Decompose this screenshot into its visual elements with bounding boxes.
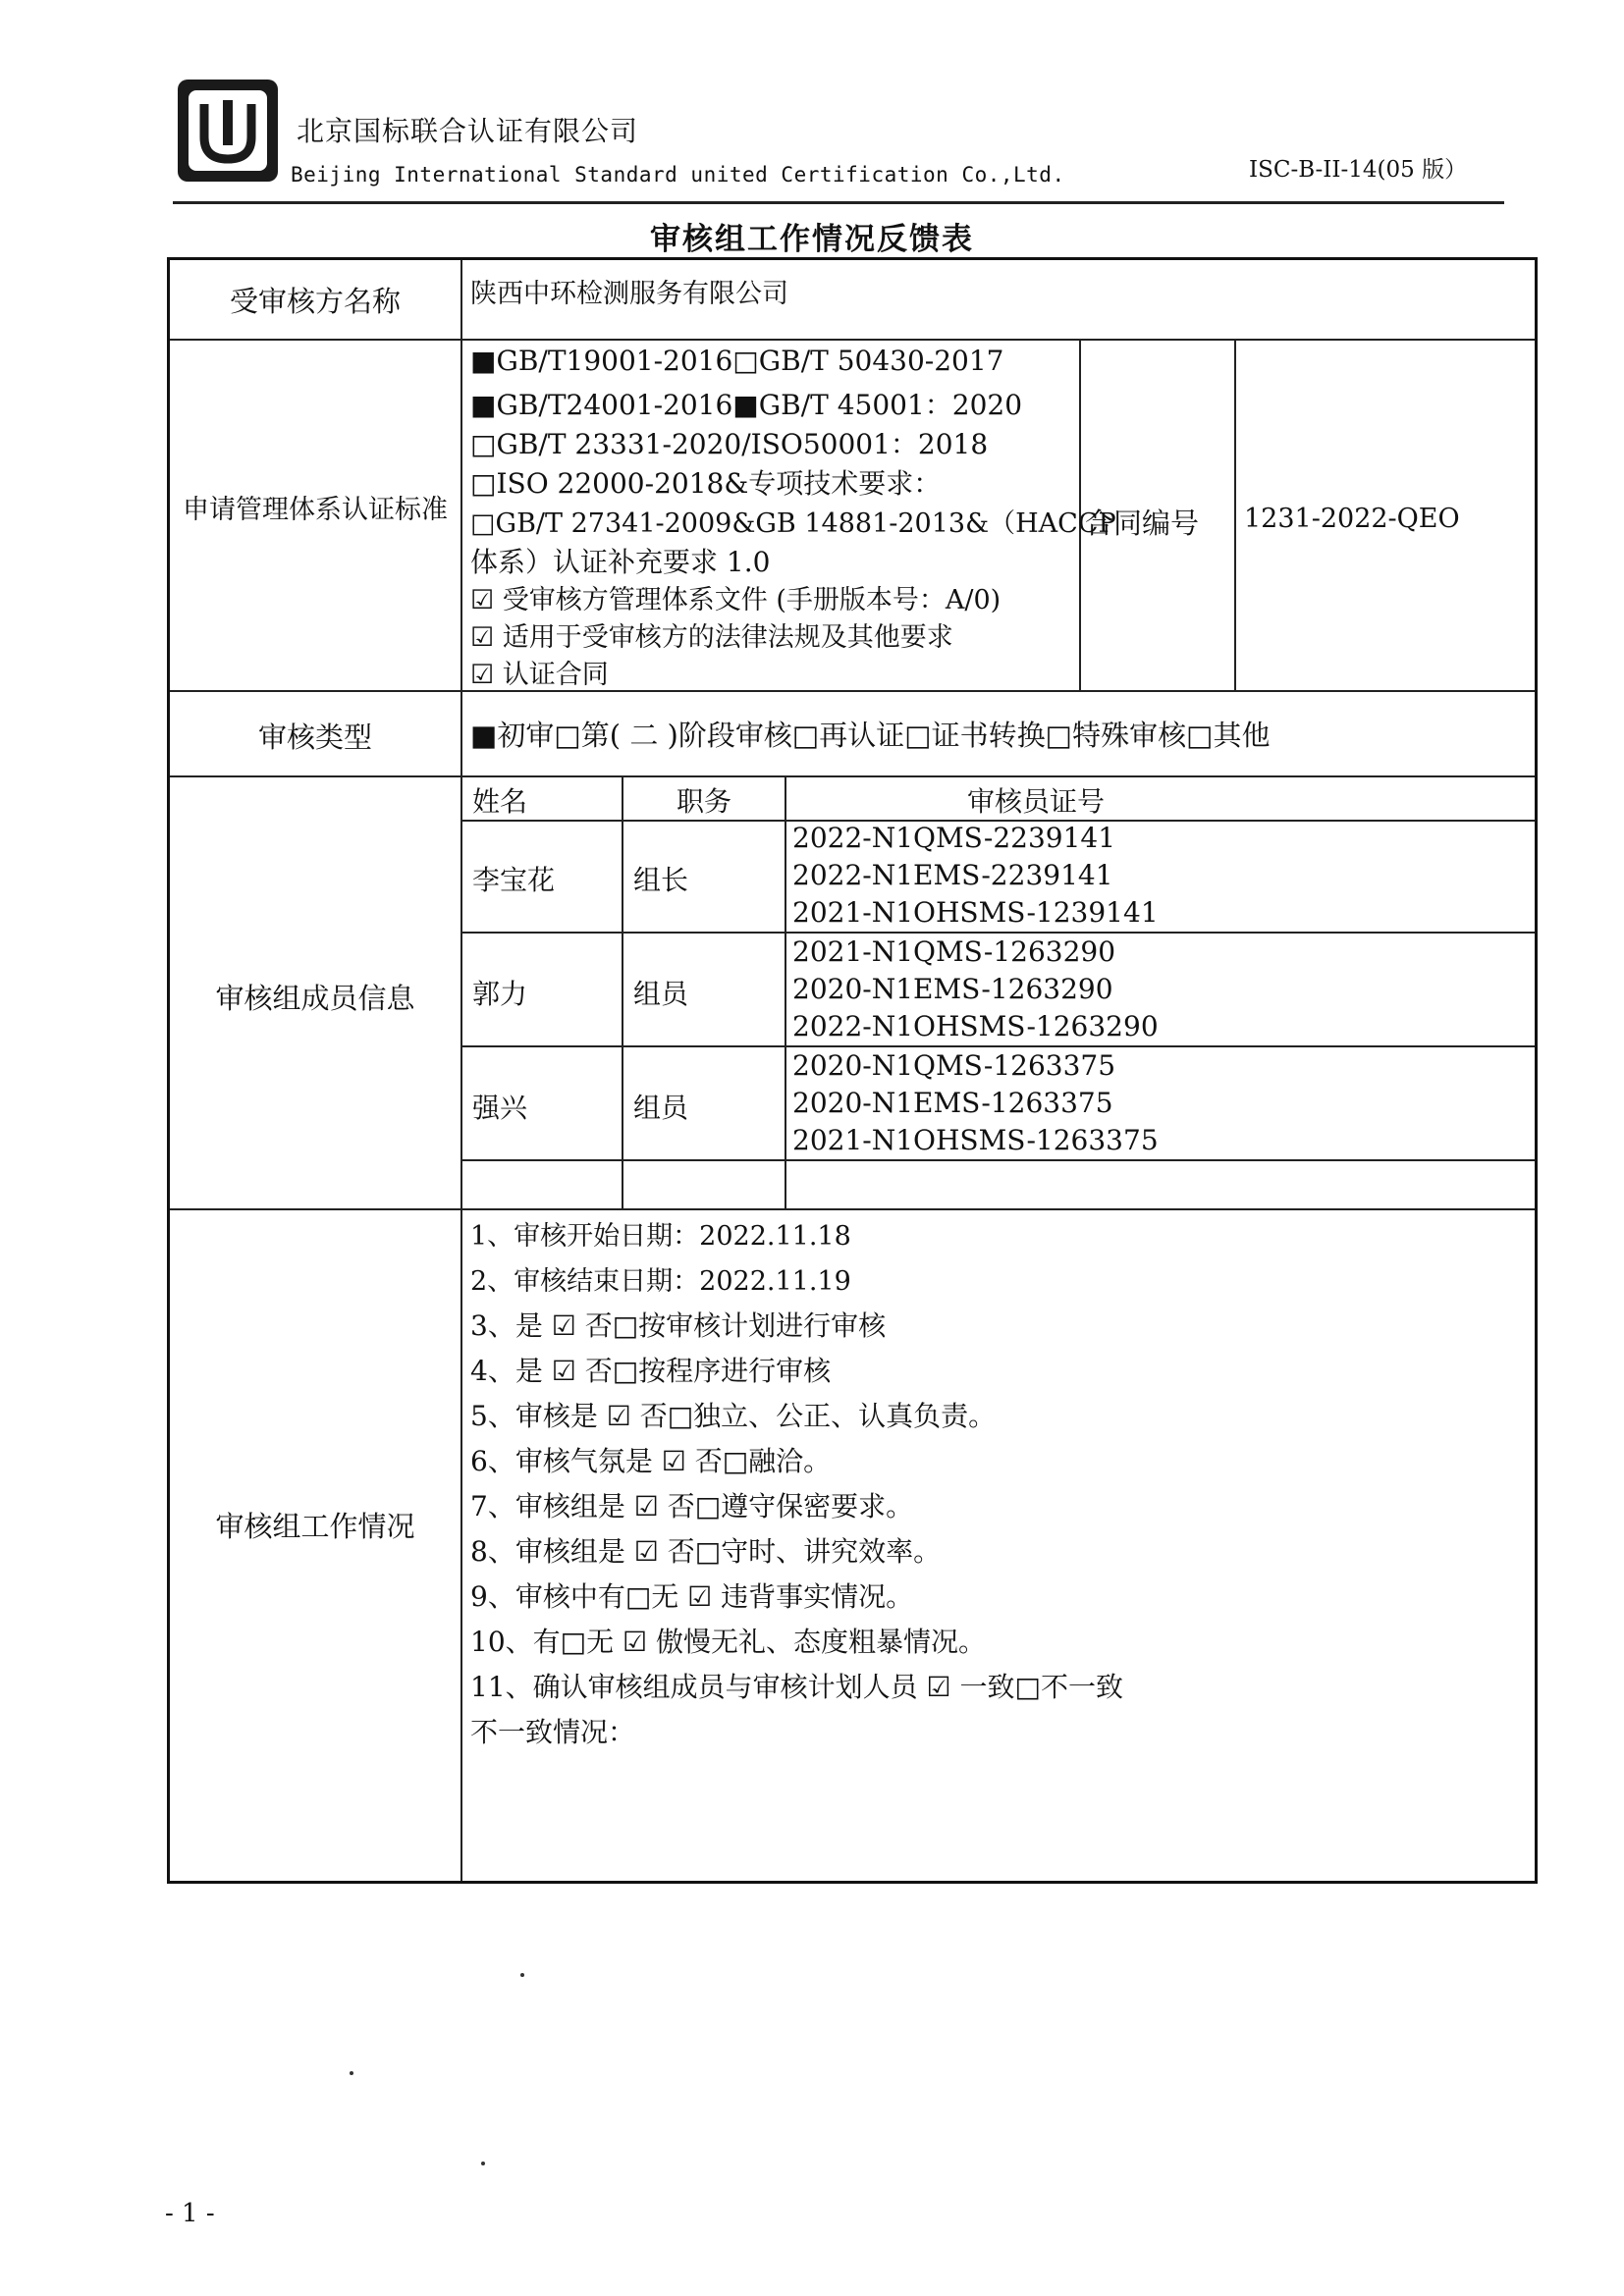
members-col-divider xyxy=(622,775,623,1208)
member-cert: 2020-N1QMS-1263375 xyxy=(792,1049,1116,1082)
work-item: 5、审核是 ☑ 否□独立、公正、认真负责。 xyxy=(470,1400,997,1432)
col-header-name: 姓名 xyxy=(472,785,528,818)
member-cert: 2022-N1QMS-2239141 xyxy=(792,822,1116,854)
work-item: 6、审核气氛是 ☑ 否□融洽。 xyxy=(470,1445,832,1477)
member-cert: 2020-N1EMS-1263375 xyxy=(792,1087,1113,1119)
standard-line: ■GB/T24001-2016■GB/T 45001：2020 xyxy=(470,389,1023,421)
row-divider xyxy=(170,690,1535,692)
form-title: 审核组工作情况反馈表 xyxy=(650,222,974,257)
org-name-en: Beijing International Standard united Certification Co.,Ltd. xyxy=(291,163,1065,187)
standard-line: ☑ 认证合同 xyxy=(470,660,609,690)
org-name-cn: 北京国标联合认证有限公司 xyxy=(297,115,639,147)
scan-speck xyxy=(481,2162,485,2165)
contract-label: 合同编号 xyxy=(1085,507,1200,540)
member-cert: 2021-N1QMS-1263290 xyxy=(792,935,1116,968)
col-header-cert: 审核员证号 xyxy=(967,785,1106,818)
member-role: 组员 xyxy=(633,978,689,1010)
standard-line: ☑ 适用于受审核方的法律法规及其他要求 xyxy=(470,622,953,653)
member-role: 组员 xyxy=(633,1092,689,1124)
row-divider xyxy=(170,1208,1535,1210)
standard-line: □GB/T 27341-2009&GB 14881-2013&（HACCP xyxy=(470,508,1116,539)
member-name: 郭力 xyxy=(472,978,528,1010)
audit-type-value: ■初审□第( 二 )阶段审核□再认证□证书转换□特殊审核□其他 xyxy=(470,719,1271,752)
audit-type-label: 审核类型 xyxy=(257,721,372,754)
work-item: 2、审核结束日期：2022.11.19 xyxy=(470,1266,851,1297)
member-cert: 2021-N1OHSMS-1239141 xyxy=(792,896,1159,929)
member-cert: 2022-N1EMS-2239141 xyxy=(792,859,1113,891)
work-item: 不一致情况： xyxy=(470,1716,636,1748)
contract-number: 1231-2022-QEO xyxy=(1244,504,1460,534)
members-col-divider xyxy=(785,775,786,1208)
standards-label: 申请管理体系认证标准 xyxy=(183,495,448,525)
form-code: ISC-B-II-14(05 版） xyxy=(1249,157,1468,183)
work-item: 10、有□无 ☑ 傲慢无礼、态度粗暴情况。 xyxy=(470,1626,986,1658)
contract-divider xyxy=(1234,339,1236,690)
member-name: 强兴 xyxy=(472,1092,528,1124)
work-item: 1、审核开始日期：2022.11.18 xyxy=(470,1221,851,1252)
isc-logo-icon xyxy=(175,77,281,185)
work-item: 9、审核中有□无 ☑ 违背事实情况。 xyxy=(470,1580,914,1613)
work-item: 11、确认审核组成员与审核计划人员 ☑ 一致□不一致 xyxy=(470,1671,1123,1703)
work-item: 4、是 ☑ 否□按程序进行审核 xyxy=(470,1355,832,1387)
standard-line: ■GB/T19001-2016□GB/T 50430-2017 xyxy=(470,345,1004,377)
work-label: 审核组工作情况 xyxy=(215,1510,415,1543)
page-number: - 1 - xyxy=(165,2199,215,2228)
row-divider xyxy=(170,339,1535,341)
member-role: 组长 xyxy=(633,864,689,896)
member-name: 李宝花 xyxy=(472,864,556,896)
scan-speck xyxy=(350,2071,353,2075)
auditee-name: 陕西中环检测服务有限公司 xyxy=(470,279,788,309)
work-item: 3、是 ☑ 否□按审核计划进行审核 xyxy=(470,1309,887,1342)
feedback-form-table xyxy=(167,257,1538,1884)
scan-speck xyxy=(520,1973,524,1977)
members-label: 审核组成员信息 xyxy=(215,982,415,1015)
col-header-role: 职务 xyxy=(677,785,732,818)
member-cert: 2020-N1EMS-1263290 xyxy=(792,973,1113,1005)
work-item: 8、审核组是 ☑ 否□守时、讲究效率。 xyxy=(470,1535,942,1568)
auditee-label: 受审核方名称 xyxy=(229,285,401,318)
work-item: 7、审核组是 ☑ 否□遵守保密要求。 xyxy=(470,1490,914,1522)
header-divider xyxy=(173,201,1504,204)
label-column-divider xyxy=(460,260,462,1881)
standard-line: ☑ 受审核方管理体系文件 (手册版本号：A/0) xyxy=(470,585,1001,615)
standard-line: □GB/T 23331-2020/ISO50001：2018 xyxy=(470,428,989,460)
row-divider xyxy=(170,775,1535,777)
member-cert: 2021-N1OHSMS-1263375 xyxy=(792,1124,1159,1156)
member-cert: 2022-N1OHSMS-1263290 xyxy=(792,1010,1159,1042)
standard-line: 体系）认证补充要求 1.0 xyxy=(470,546,771,578)
standard-line: □ISO 22000-2018&专项技术要求： xyxy=(470,467,942,500)
